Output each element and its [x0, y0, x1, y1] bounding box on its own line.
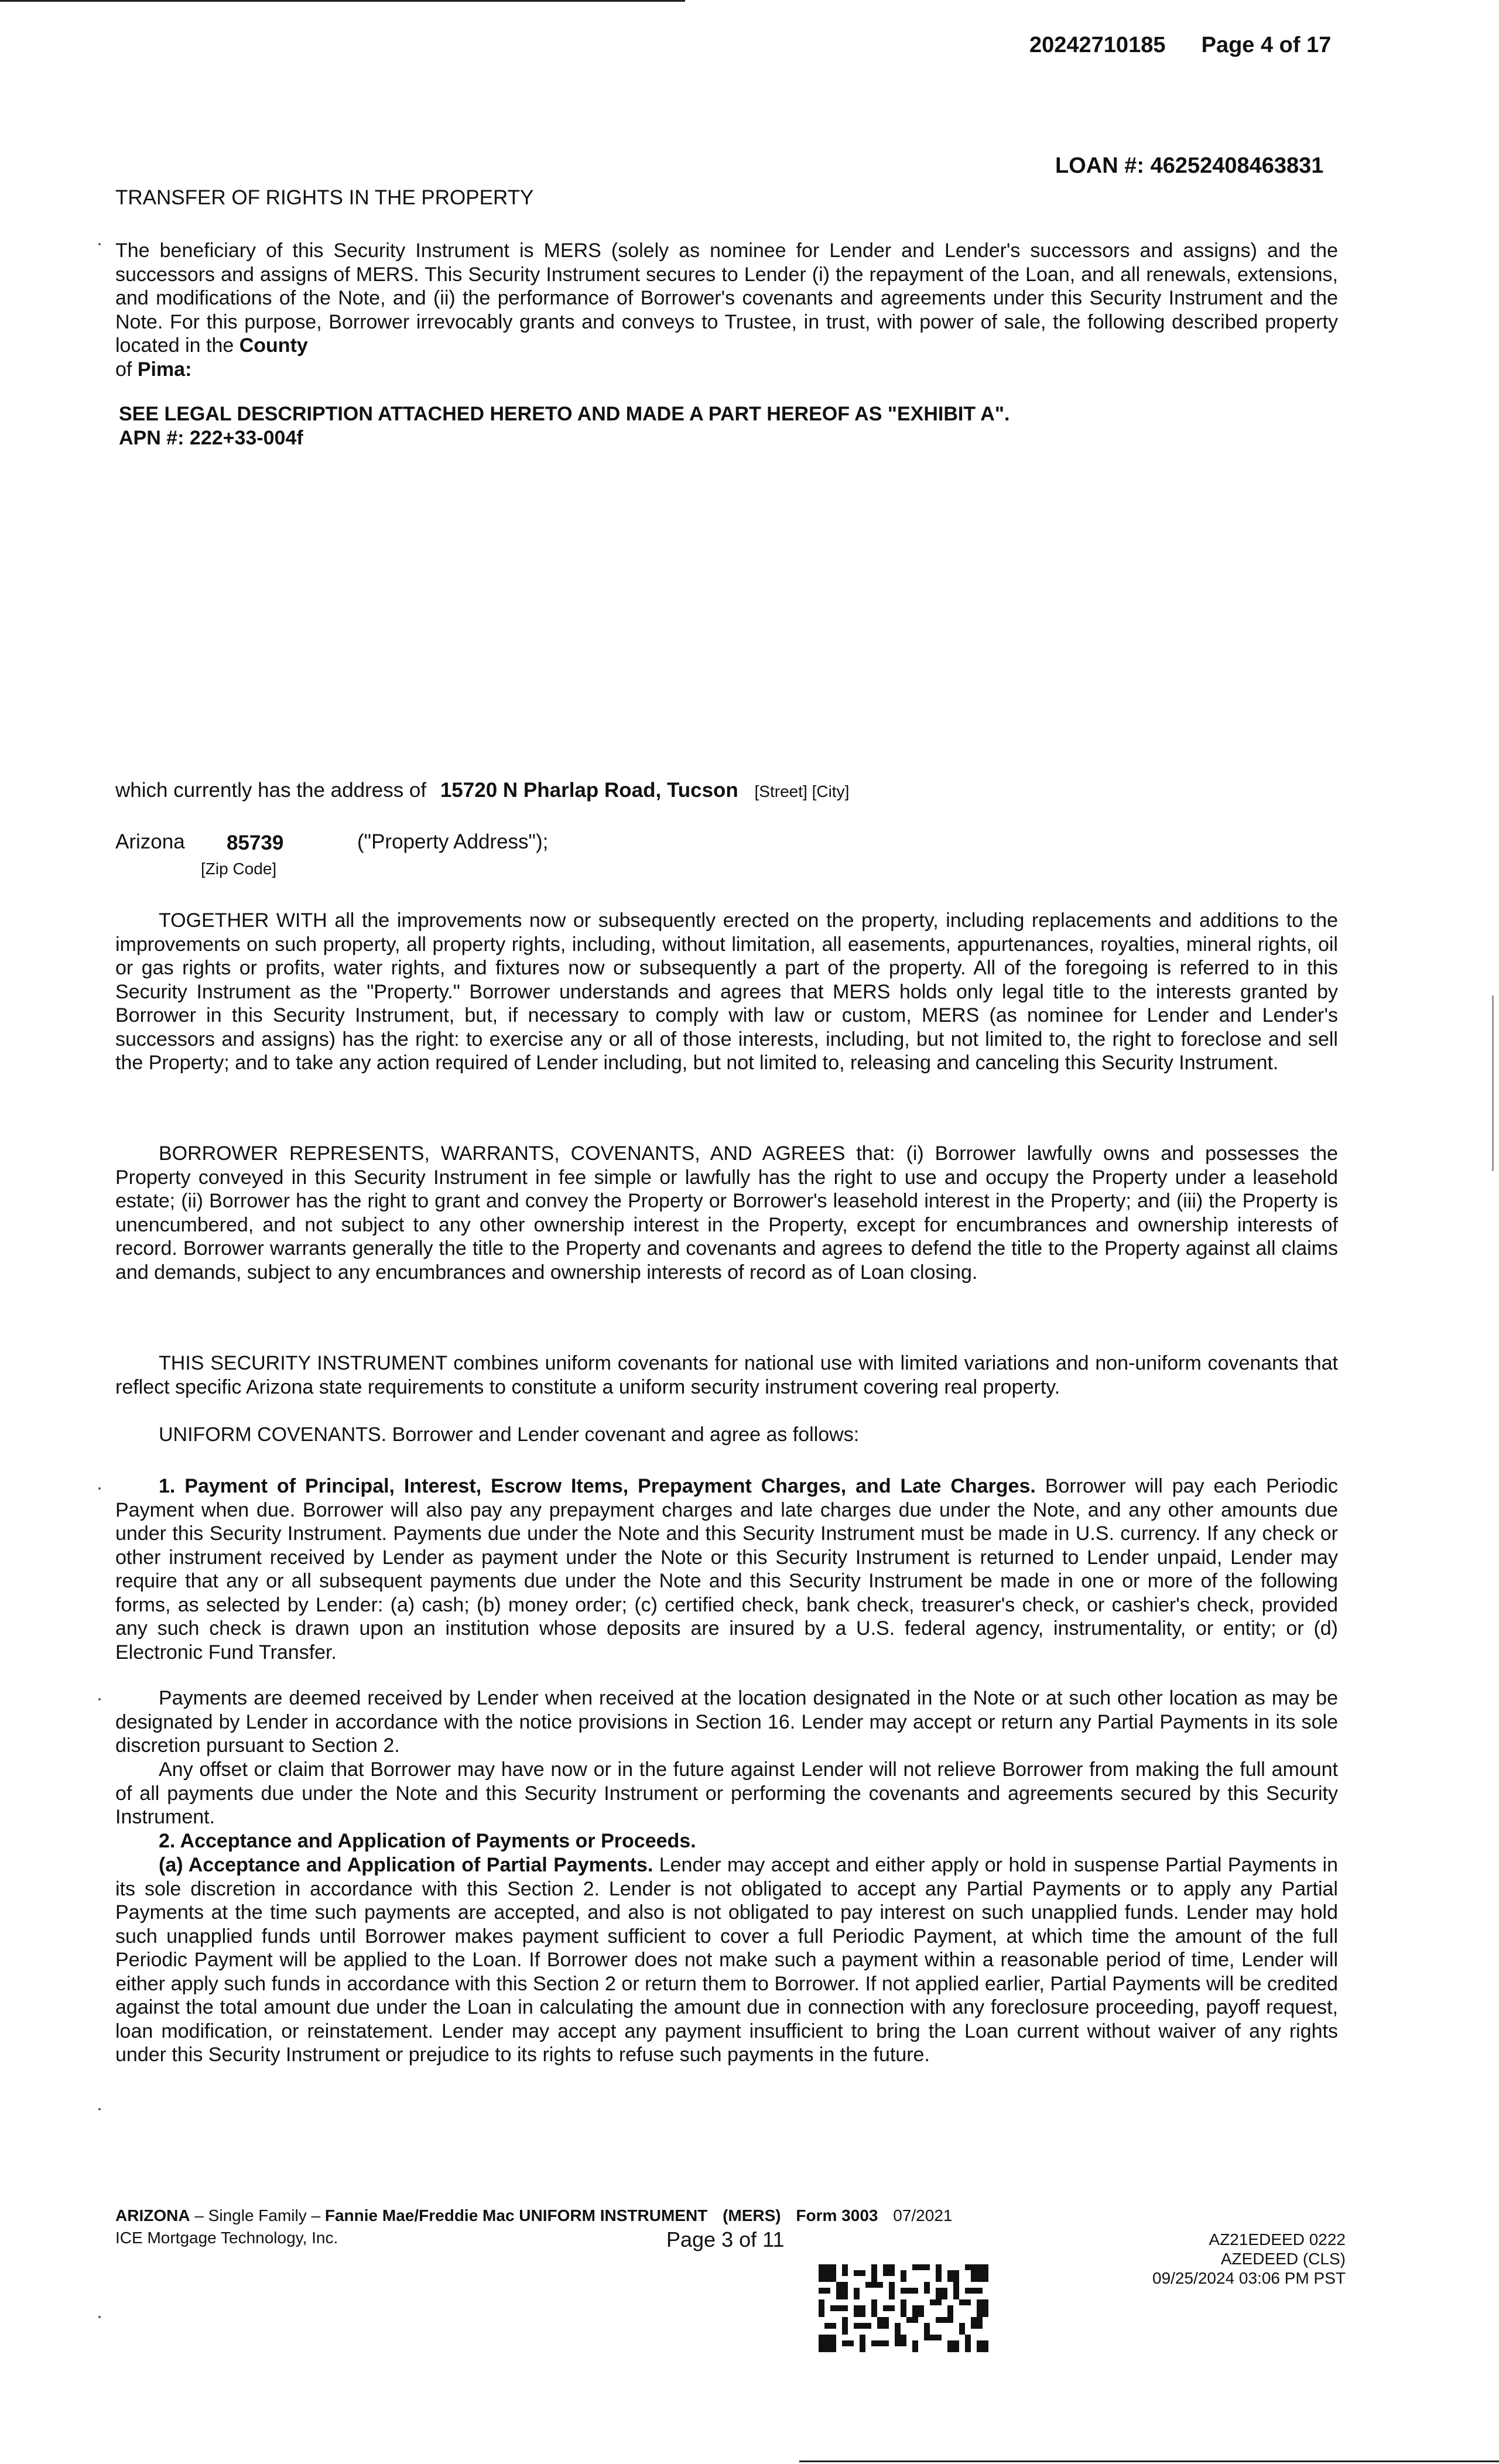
uniform-covenants-paragraph: UNIFORM COVENANTS. Borrower and Lender covenant and agree as follows:: [159, 1423, 860, 1446]
address-line: [115, 779, 849, 802]
footer-code-1: AZ21EDEED 0222: [1209, 2230, 1346, 2249]
apn-number: APN #: 222+33-004f: [119, 427, 303, 449]
scan-speck: [98, 1487, 101, 1490]
recording-header: [1029, 33, 1331, 58]
scan-speck: [98, 1698, 101, 1700]
county-value: Pima:: [137, 358, 192, 381]
transfer-text: The beneficiary of this Security Instrument is MERS (solely as nominee for Lender and Lender's successors and assigns) and the successors and assigns of MERS. This Security Instrument secures to Lender (i) the repayment of the Loan, and all renewals, extensions, and modifications of the Note, and (ii) the performance of Borrower's covenants and agreements under this Security Instrument and the Note. For this purpose, Borrower irrevocably grants and conveys to Trustee, in trust, with power of sale, the following described property located in the: [115, 239, 1338, 357]
this-security-paragraph: THIS SECURITY INSTRUMENT combines uniform covenants for national use with limited variations and non-uniform covenants that reflect specific Arizona state requirements to constitute a uniform security instrument covering real property.: [115, 1352, 1338, 1398]
zip-code: 85739: [227, 831, 284, 854]
scan-edge-line: [0, 0, 685, 2]
document-barcode: [819, 2264, 988, 2353]
scan-edge-line: [1492, 995, 1494, 1171]
footer-form-number: Form 3003: [796, 2206, 878, 2225]
footer-form-line: [115, 2206, 952, 2225]
loan-number: LOAN #: 46252408463831: [1055, 153, 1324, 178]
together-paragraph: TOGETHER WITH all the improvements now or subsequently erected on the property, including replacements and additions to the improvements on such property, all property rights, including, without limitation, all easements, appurtenances, royalties, mineral rights, oil or gas rights or profits, water rights, and fixtures now or subsequently a part of the property. All of the foregoing is referred to in this Security Instrument as the "Property." Borrower understands and agrees that MERS holds only legal title to the interests granted by Borrower in this Security Instrument, but, if necessary to comply with law or custom, MERS (as nominee for Lender and Lender's successors and assigns) has the right: to exercise any or all of those interests, including, but not limited to, the right to foreclose and sell the Property; and to take any action required of Lender including, but not limited to, releasing and canceling this Security Instrument.: [115, 909, 1338, 1074]
address-prefix: which currently has the address of: [115, 779, 427, 802]
section-title: TRANSFER OF RIGHTS IN THE PROPERTY: [115, 186, 534, 209]
street-city-note: [Street] [City]: [754, 782, 850, 800]
recording-page: Page 4 of 17: [1201, 33, 1332, 57]
section-1-body: Borrower will pay each Periodic Payment when due. Borrower will also pay any prepayment charges and late charges due under the Note, and any other amounts due under this Security Instrument. Payments due under the Note and this Security Instrument must be made in U.S. currency. If any check or other instrument received by Lender as payment under the Note or this Security Instrument is returned to Lender unpaid, Lender may require that any or all subsequent payments due under the Note and this Security Instrument be made in one or more of the following forms, as selected by Lender: (a) cash; (b) money order; (c) certified check, bank check, treasurer's check, or cashier's check, provided any such check is drawn upon an institution whose deposits are insured by a U.S. federal agency, instrumentality, or entity; or (d) Electronic Fund Transfer.: [115, 1475, 1338, 1664]
county-label: County: [239, 334, 308, 357]
section-2a-heading: (a) Acceptance and Application of Partial Payments.: [159, 1854, 653, 1876]
footer-form-title: Fannie Mae/Freddie Mac UNIFORM INSTRUMENT: [324, 2206, 708, 2225]
recording-number: 20242710185: [1029, 33, 1166, 57]
section-2a-body: Lender may accept and either apply or hold in suspense Partial Payments in its sole discretion in accordance with this Section 2. Lender is not obligated to accept any Partial Payments or to apply any Partial Payments at the time such payments are accepted, and also is not obligated to pay interest on such unapplied funds. Lender may hold such unapplied funds until Borrower makes payment sufficient to cover a full Periodic Payment, at which time the amount of the full Periodic Payment will be applied to the Loan. If Borrower does not make such a payment within a reasonable period of time, Lender will either apply such funds in accordance with this Section 2 or return them to Borrower. If not applied earlier, Partial Payments will be credited against the total amount due under the Loan in calculating the amount due in connection with any foreclosure proceeding, payoff request, loan modification, or reinstatement. Lender may accept any payment insufficient to bring the Loan current without waiver of any rights under this Security Instrument or prejudice to its rights to refuse such payments in the future.: [115, 1854, 1339, 2066]
of-label: of: [115, 358, 132, 381]
footer-code-2: AZEDEED (CLS): [1220, 2250, 1346, 2268]
property-address-label: ("Property Address");: [357, 830, 549, 853]
footer-timestamp: 09/25/2024 03:06 PM PST: [1152, 2269, 1346, 2287]
scan-speck: [98, 243, 101, 245]
scan-edge-line: [799, 2460, 1499, 2462]
footer-state: ARIZONA: [115, 2206, 190, 2225]
legal-description: SEE LEGAL DESCRIPTION ATTACHED HERETO AND MADE A PART HEREOF AS "EXHIBIT A".: [119, 403, 1010, 425]
section-2a: [115, 1853, 1338, 2067]
section-2-heading: 2. Acceptance and Application of Payments or Proceeds.: [159, 1830, 696, 1852]
scan-speck: [98, 2108, 101, 2110]
section-1-heading: 1. Payment of Principal, Interest, Escrow Items, Prepayment Charges, and Late Charges.: [159, 1475, 1036, 1497]
section-1-paragraph-3: Any offset or claim that Borrower may have now or in the future against Lender will not relieve Borrower from making the full amount of all payments due under the Note and this Security Instrument or performing the covenants and agreements secured by this Security Instrument.: [115, 1758, 1338, 1828]
footer-form-date: 07/2021: [893, 2206, 953, 2225]
footer-vendor: ICE Mortgage Technology, Inc.: [115, 2229, 338, 2247]
footer-mers: (MERS): [723, 2206, 781, 2225]
footer-codes: [1152, 2230, 1346, 2288]
section-1: [115, 1474, 1338, 1664]
street-city: 15720 N Pharlap Road, Tucson: [440, 779, 738, 802]
state-label: Arizona: [115, 830, 185, 853]
zip-note: [Zip Code]: [201, 860, 277, 878]
scan-speck: [98, 2316, 101, 2318]
section-1-paragraph-2: Payments are deemed received by Lender when received at the location designated in the Note or at such other location as may be designated by Lender in accordance with the notice provisions in Section 16. Lender may accept or return any Partial Payments in its sole discretion pursuant to Section 2.: [115, 1687, 1338, 1757]
transfer-paragraph: [115, 239, 1338, 381]
footer-page-number: Page 3 of 11: [666, 2227, 785, 2251]
footer-dash: – Single Family –: [190, 2206, 325, 2225]
borrower-represents-paragraph: BORROWER REPRESENTS, WARRANTS, COVENANTS, AND AGREES that: (i) Borrower lawfully owns and possesses the Property conveyed in this Security Instrument in fee simple or lawfully has the right to use and occupy the Property under a leasehold estate; (ii) Borrower has the right to grant and convey the Property or Borrower's leasehold interest in the Property; and (iii) the Property is unencumbered, and not subject to any other ownership interest in the Property, except for encumbrances and ownership interests of record. Borrower warrants generally the title to the Property and covenants and agrees to defend the title to the Property against all claims and demands, subject to any encumbrances and ownership interests of record as of Loan closing.: [115, 1142, 1338, 1284]
